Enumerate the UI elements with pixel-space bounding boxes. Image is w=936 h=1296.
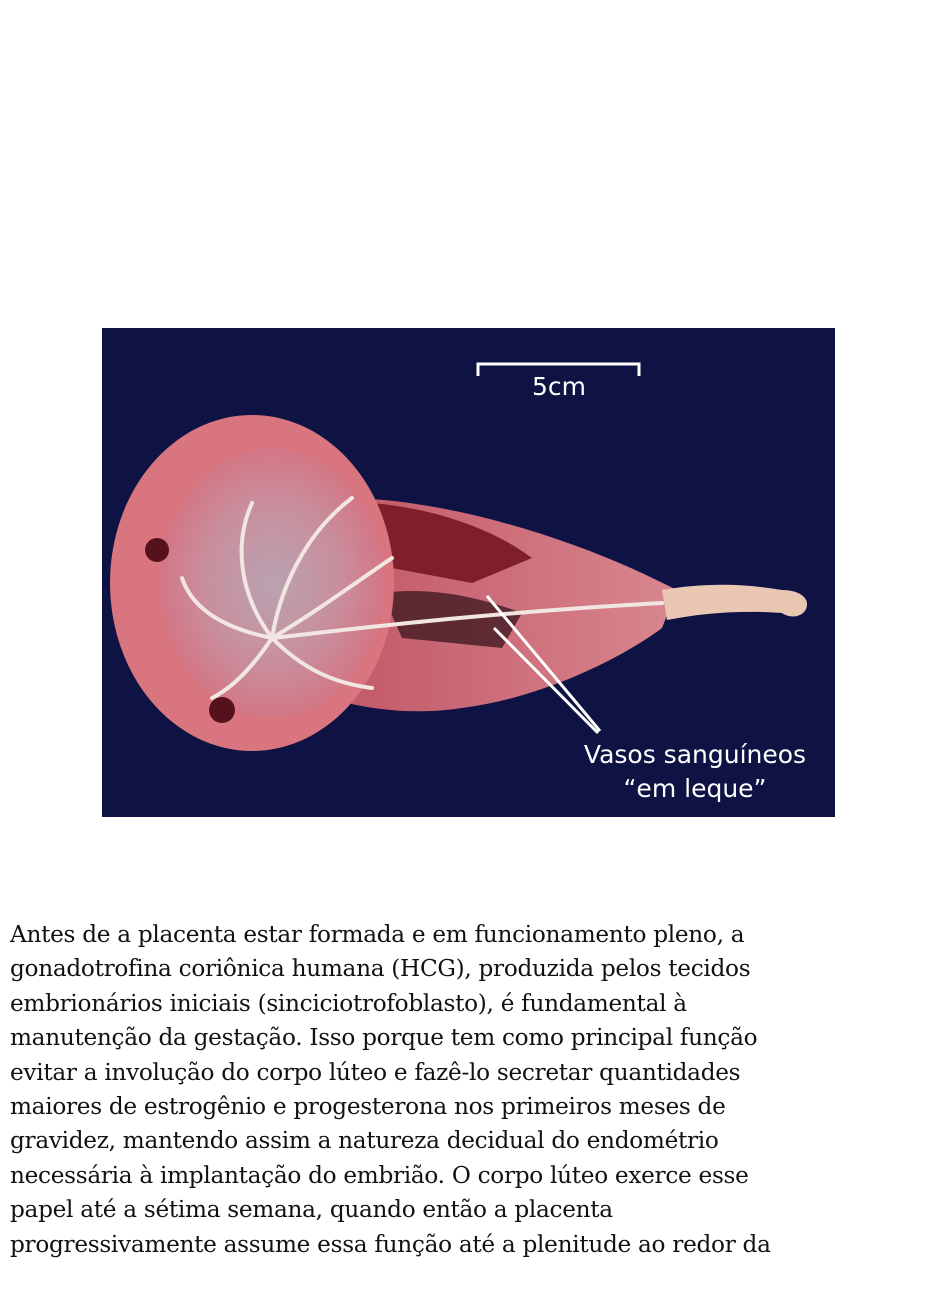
paragraph-line: gonadotrofina coriônica humana (HCG), produzida pelos tecidos bbox=[10, 955, 751, 983]
fetal-surface bbox=[160, 448, 384, 718]
vessels-callout bbox=[560, 738, 830, 806]
paragraph-line: necessária à implantação do embrião. O corpo lúteo exerce esse bbox=[10, 1161, 749, 1189]
clot-spot-2 bbox=[209, 697, 235, 723]
paragraph-line: papel até a sétima semana, quando então a placenta bbox=[10, 1196, 613, 1224]
paragraph-line: embrionários iniciais (sinciciotrofoblasto), é fundamental à bbox=[10, 989, 687, 1017]
paragraph-line: Antes de a placenta estar formada e em funcionamento pleno, a bbox=[10, 921, 745, 948]
callout-line-2: “em leque” bbox=[623, 774, 767, 803]
clot-spot bbox=[145, 538, 169, 562]
paragraph-line: manutenção da gestação. Isso porque tem como principal função bbox=[10, 1024, 758, 1052]
umbilical-cord bbox=[662, 585, 807, 620]
paragraph-line: maiores de estrogênio e progesterona nos primeiros meses de bbox=[10, 1093, 726, 1121]
paragraph-line: evitar a involução do corpo lúteo e fazê-lo secretar quantidades bbox=[10, 1058, 741, 1086]
scale-bar-label: 5cm bbox=[531, 372, 586, 401]
paragraph-line: progressivamente assume essa função até a plenitude ao redor da bbox=[10, 1230, 771, 1258]
body-paragraph bbox=[10, 918, 915, 1262]
paragraph-line: gravidez, mantendo assim a natureza decidual do endométrio bbox=[10, 1127, 719, 1155]
callout-line-1: Vasos sanguíneos bbox=[583, 740, 807, 769]
